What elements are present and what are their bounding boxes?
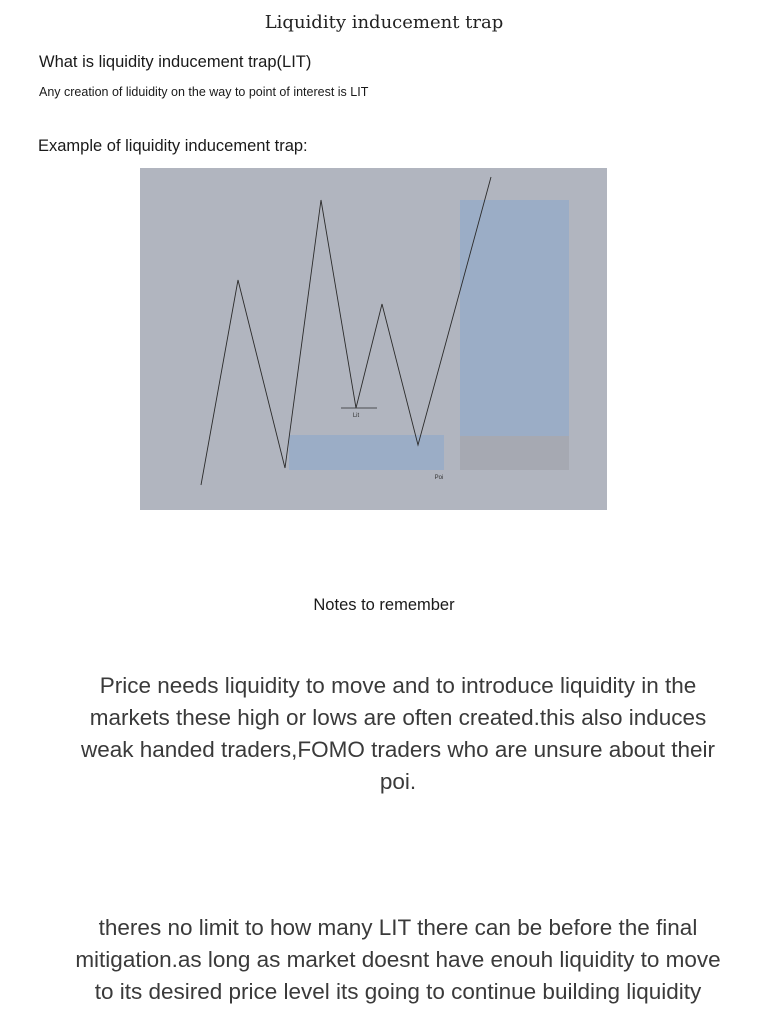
poi-label: Poi: [434, 475, 444, 481]
note-paragraph-2: theres no limit to how many LIT there can be before the final mitigation.as long as market doesnt have enouh liquidity to move to its desired price level its going to continue building liquidity: [75, 915, 721, 1004]
definition-text: Any creation of liduidity on the way to point of interest is LIT: [39, 85, 369, 99]
poi-zone: [289, 435, 444, 470]
note-paragraph-1: Price needs liquidity to move and to introduce liquidity in the markets these high or lows are often created.this also induces weak handed traders,FOMO traders who are unsure about their poi.: [80, 673, 716, 794]
lit-diagram: [140, 168, 607, 510]
question-heading: What is liquidity inducement trap(LIT): [39, 53, 312, 71]
target-zone-lower: [460, 436, 569, 470]
notes-heading: Notes to remember: [313, 596, 455, 614]
lit-label: Lit: [352, 413, 360, 419]
document-title: Liquidity inducement trap: [264, 12, 504, 33]
example-heading: Example of liquidity inducement trap:: [38, 137, 308, 155]
target-zone: [460, 200, 569, 436]
